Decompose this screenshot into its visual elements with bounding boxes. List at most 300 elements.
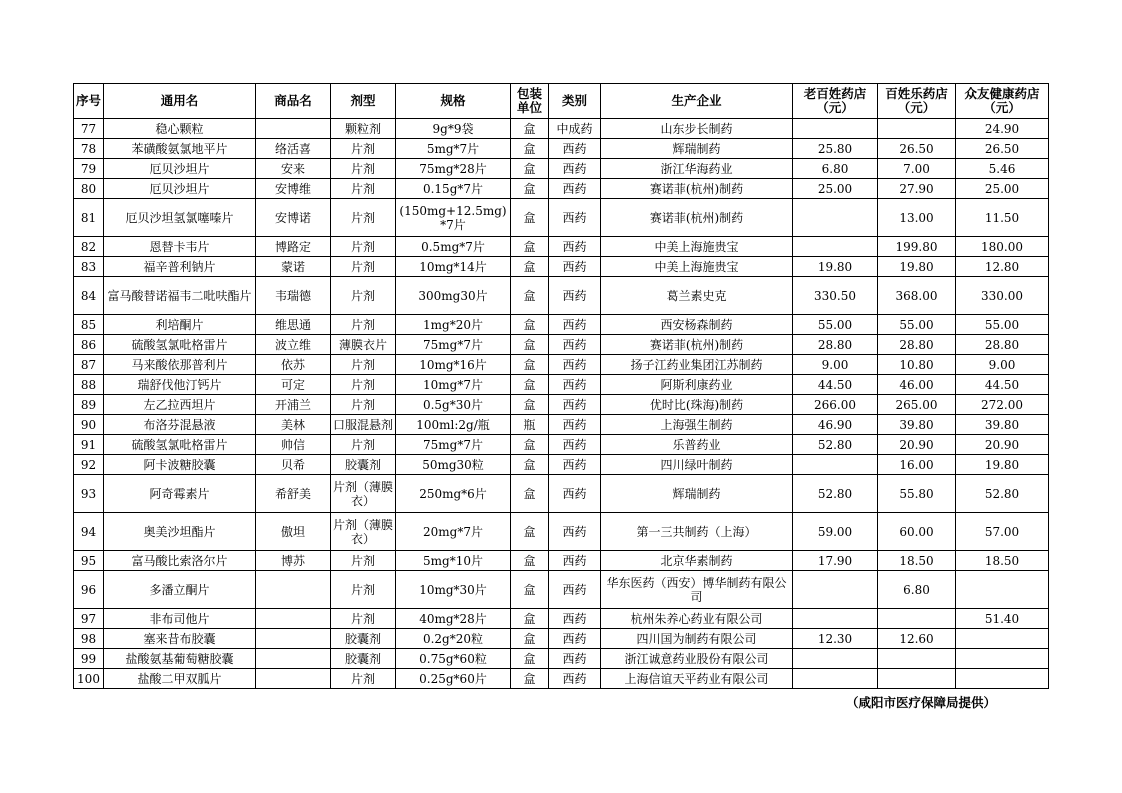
cell-no: 91 xyxy=(74,435,104,455)
cell-trade-name xyxy=(256,629,331,649)
cell-trade-name: 开浦兰 xyxy=(256,395,331,415)
cell-store-c-price: 26.50 xyxy=(956,139,1049,159)
cell-store-c-price: 19.80 xyxy=(956,455,1049,475)
table-row xyxy=(74,475,1049,513)
cell-no: 97 xyxy=(74,609,104,629)
cell-store-c-price xyxy=(956,649,1049,669)
cell-store-c-price xyxy=(956,571,1049,609)
cell-spec: 10mg*14片 xyxy=(396,257,511,277)
cell-spec: 20mg*7片 xyxy=(396,513,511,551)
cell-store-c-price: 55.00 xyxy=(956,315,1049,335)
cell-manufacturer: 阿斯利康药业 xyxy=(601,375,793,395)
cell-store-c-price: 24.90 xyxy=(956,119,1049,139)
cell-spec: 75mg*7片 xyxy=(396,435,511,455)
cell-no: 99 xyxy=(74,649,104,669)
cell-spec: 75mg*7片 xyxy=(396,335,511,355)
cell-category: 西药 xyxy=(549,513,601,551)
cell-store-b-price xyxy=(878,669,956,689)
cell-store-a-price xyxy=(793,649,878,669)
cell-generic-name: 稳心颗粒 xyxy=(104,119,256,139)
cell-generic-name: 恩替卡韦片 xyxy=(104,237,256,257)
cell-trade-name: 帅信 xyxy=(256,435,331,455)
cell-spec: 0.15g*7片 xyxy=(396,179,511,199)
cell-dosage-form: 口服混悬剂 xyxy=(331,415,396,435)
cell-no: 98 xyxy=(74,629,104,649)
cell-store-b-price: 39.80 xyxy=(878,415,956,435)
table-row xyxy=(74,375,1049,395)
header-dosage-form: 剂型 xyxy=(331,84,396,119)
cell-dosage-form: 片剂 xyxy=(331,551,396,571)
cell-trade-name: 博路定 xyxy=(256,237,331,257)
cell-store-c-price: 12.80 xyxy=(956,257,1049,277)
cell-store-c-price xyxy=(956,629,1049,649)
cell-generic-name: 盐酸氨基葡萄糖胶囊 xyxy=(104,649,256,669)
cell-generic-name: 福辛普利钠片 xyxy=(104,257,256,277)
cell-manufacturer: 上海信谊天平药业有限公司 xyxy=(601,669,793,689)
cell-trade-name: 维思通 xyxy=(256,315,331,335)
cell-dosage-form: 片剂 xyxy=(331,199,396,237)
cell-dosage-form: 薄膜衣片 xyxy=(331,335,396,355)
table-row xyxy=(74,277,1049,315)
cell-spec: 50mg30粒 xyxy=(396,455,511,475)
cell-dosage-form: 片剂 xyxy=(331,315,396,335)
cell-category: 西药 xyxy=(549,335,601,355)
cell-trade-name: 安来 xyxy=(256,159,331,179)
cell-manufacturer: 华东医药（西安）博华制药有限公司 xyxy=(601,571,793,609)
cell-manufacturer: 浙江华海药业 xyxy=(601,159,793,179)
cell-manufacturer: 杭州朱养心药业有限公司 xyxy=(601,609,793,629)
cell-category: 西药 xyxy=(549,237,601,257)
cell-dosage-form: 胶囊剂 xyxy=(331,629,396,649)
cell-trade-name: 傲坦 xyxy=(256,513,331,551)
cell-trade-name: 韦瑞德 xyxy=(256,277,331,315)
cell-store-b-price: 368.00 xyxy=(878,277,956,315)
cell-store-b-price: 26.50 xyxy=(878,139,956,159)
cell-no: 78 xyxy=(74,139,104,159)
cell-unit: 盒 xyxy=(511,629,549,649)
cell-dosage-form: 片剂 xyxy=(331,395,396,415)
cell-generic-name: 富马酸替诺福韦二吡呋酯片 xyxy=(104,277,256,315)
cell-trade-name: 络活喜 xyxy=(256,139,331,159)
cell-store-c-price: 180.00 xyxy=(956,237,1049,257)
cell-manufacturer: 北京华素制药 xyxy=(601,551,793,571)
cell-manufacturer: 辉瑞制药 xyxy=(601,139,793,159)
cell-spec: 0.5mg*7片 xyxy=(396,237,511,257)
cell-unit: 盒 xyxy=(511,435,549,455)
cell-generic-name: 利培酮片 xyxy=(104,315,256,335)
cell-store-b-price xyxy=(878,649,956,669)
cell-no: 87 xyxy=(74,355,104,375)
header-store-a-price: 老百姓药店（元） xyxy=(793,84,878,119)
cell-no: 89 xyxy=(74,395,104,415)
cell-category: 西药 xyxy=(549,669,601,689)
cell-store-a-price: 6.80 xyxy=(793,159,878,179)
cell-spec: 250mg*6片 xyxy=(396,475,511,513)
cell-dosage-form: 胶囊剂 xyxy=(331,649,396,669)
cell-store-a-price: 52.80 xyxy=(793,435,878,455)
table-row xyxy=(74,455,1049,475)
table-row xyxy=(74,395,1049,415)
header-spec: 规格 xyxy=(396,84,511,119)
cell-unit: 盒 xyxy=(511,315,549,335)
cell-store-a-price: 59.00 xyxy=(793,513,878,551)
cell-store-b-price: 16.00 xyxy=(878,455,956,475)
cell-category: 西药 xyxy=(549,395,601,415)
cell-category: 西药 xyxy=(549,455,601,475)
cell-store-b-price xyxy=(878,609,956,629)
cell-spec: 100ml:2g/瓶 xyxy=(396,415,511,435)
table-row xyxy=(74,669,1049,689)
cell-dosage-form: 胶囊剂 xyxy=(331,455,396,475)
cell-category: 西药 xyxy=(549,609,601,629)
cell-store-a-price: 25.80 xyxy=(793,139,878,159)
cell-generic-name: 非布司他片 xyxy=(104,609,256,629)
cell-store-a-price: 266.00 xyxy=(793,395,878,415)
cell-generic-name: 瑞舒伐他汀钙片 xyxy=(104,375,256,395)
cell-store-a-price: 12.30 xyxy=(793,629,878,649)
cell-no: 83 xyxy=(74,257,104,277)
cell-dosage-form: 片剂 xyxy=(331,179,396,199)
cell-store-a-price: 19.80 xyxy=(793,257,878,277)
cell-dosage-form: 片剂 xyxy=(331,571,396,609)
cell-trade-name xyxy=(256,649,331,669)
cell-no: 82 xyxy=(74,237,104,257)
cell-dosage-form: 片剂 xyxy=(331,277,396,315)
cell-category: 西药 xyxy=(549,257,601,277)
cell-store-a-price: 55.00 xyxy=(793,315,878,335)
cell-spec: 9g*9袋 xyxy=(396,119,511,139)
cell-manufacturer: 赛诺菲(杭州)制药 xyxy=(601,199,793,237)
cell-generic-name: 阿卡波糖胶囊 xyxy=(104,455,256,475)
cell-store-b-price: 12.60 xyxy=(878,629,956,649)
cell-spec: 1mg*20片 xyxy=(396,315,511,335)
cell-store-c-price: 57.00 xyxy=(956,513,1049,551)
cell-dosage-form: 片剂（薄膜衣） xyxy=(331,513,396,551)
cell-store-c-price: 25.00 xyxy=(956,179,1049,199)
cell-store-b-price: 28.80 xyxy=(878,335,956,355)
table-row xyxy=(74,335,1049,355)
table-row xyxy=(74,179,1049,199)
cell-store-a-price: 25.00 xyxy=(793,179,878,199)
cell-unit: 盒 xyxy=(511,455,549,475)
table-row xyxy=(74,139,1049,159)
cell-store-b-price: 265.00 xyxy=(878,395,956,415)
cell-no: 86 xyxy=(74,335,104,355)
table-row xyxy=(74,257,1049,277)
cell-trade-name xyxy=(256,669,331,689)
cell-trade-name: 可定 xyxy=(256,375,331,395)
cell-category: 西药 xyxy=(549,551,601,571)
cell-unit: 盒 xyxy=(511,237,549,257)
cell-category: 西药 xyxy=(549,375,601,395)
table-row xyxy=(74,237,1049,257)
header-generic-name: 通用名 xyxy=(104,84,256,119)
cell-dosage-form: 颗粒剂 xyxy=(331,119,396,139)
table-row xyxy=(74,551,1049,571)
cell-unit: 盒 xyxy=(511,609,549,629)
cell-store-c-price: 9.00 xyxy=(956,355,1049,375)
table-row xyxy=(74,609,1049,629)
cell-no: 100 xyxy=(74,669,104,689)
cell-manufacturer: 四川国为制药有限公司 xyxy=(601,629,793,649)
cell-store-c-price: 51.40 xyxy=(956,609,1049,629)
cell-category: 西药 xyxy=(549,139,601,159)
cell-manufacturer: 辉瑞制药 xyxy=(601,475,793,513)
header-store-b-price: 百姓乐药店（元） xyxy=(878,84,956,119)
cell-spec: 40mg*28片 xyxy=(396,609,511,629)
table-row xyxy=(74,119,1049,139)
cell-dosage-form: 片剂 xyxy=(331,237,396,257)
cell-store-a-price: 330.50 xyxy=(793,277,878,315)
header-category: 类别 xyxy=(549,84,601,119)
cell-manufacturer: 扬子江药业集团江苏制药 xyxy=(601,355,793,375)
cell-spec: 10mg*30片 xyxy=(396,571,511,609)
cell-category: 西药 xyxy=(549,159,601,179)
cell-category: 西药 xyxy=(549,435,601,455)
table-row xyxy=(74,435,1049,455)
cell-generic-name: 奥美沙坦酯片 xyxy=(104,513,256,551)
cell-trade-name xyxy=(256,609,331,629)
cell-spec: 5mg*10片 xyxy=(396,551,511,571)
table-row xyxy=(74,649,1049,669)
cell-store-c-price: 330.00 xyxy=(956,277,1049,315)
cell-no: 80 xyxy=(74,179,104,199)
cell-store-a-price: 44.50 xyxy=(793,375,878,395)
cell-unit: 盒 xyxy=(511,513,549,551)
cell-trade-name: 安博维 xyxy=(256,179,331,199)
table-row xyxy=(74,415,1049,435)
cell-manufacturer: 赛诺菲(杭州)制药 xyxy=(601,179,793,199)
cell-category: 西药 xyxy=(549,199,601,237)
cell-no: 79 xyxy=(74,159,104,179)
table-row xyxy=(74,199,1049,237)
cell-generic-name: 阿奇霉素片 xyxy=(104,475,256,513)
cell-unit: 盒 xyxy=(511,277,549,315)
cell-unit: 盒 xyxy=(511,119,549,139)
cell-store-a-price xyxy=(793,119,878,139)
cell-trade-name xyxy=(256,571,331,609)
cell-no: 96 xyxy=(74,571,104,609)
cell-unit: 盒 xyxy=(511,475,549,513)
cell-generic-name: 马来酸依那普利片 xyxy=(104,355,256,375)
cell-unit: 盒 xyxy=(511,571,549,609)
drug-price-table xyxy=(73,83,1049,689)
cell-no: 77 xyxy=(74,119,104,139)
cell-store-c-price: 5.46 xyxy=(956,159,1049,179)
cell-category: 西药 xyxy=(549,629,601,649)
cell-trade-name: 博苏 xyxy=(256,551,331,571)
cell-no: 93 xyxy=(74,475,104,513)
cell-trade-name: 贝希 xyxy=(256,455,331,475)
cell-no: 81 xyxy=(74,199,104,237)
cell-store-b-price: 18.50 xyxy=(878,551,956,571)
cell-store-a-price xyxy=(793,571,878,609)
cell-unit: 盒 xyxy=(511,395,549,415)
cell-dosage-form: 片剂（薄膜衣） xyxy=(331,475,396,513)
table-row xyxy=(74,571,1049,609)
cell-store-b-price: 27.90 xyxy=(878,179,956,199)
cell-spec: 10mg*7片 xyxy=(396,375,511,395)
cell-unit: 盒 xyxy=(511,159,549,179)
cell-unit: 盒 xyxy=(511,375,549,395)
header-no: 序号 xyxy=(74,84,104,119)
cell-dosage-form: 片剂 xyxy=(331,669,396,689)
cell-generic-name: 厄贝沙坦片 xyxy=(104,159,256,179)
cell-unit: 瓶 xyxy=(511,415,549,435)
cell-store-a-price: 9.00 xyxy=(793,355,878,375)
cell-no: 85 xyxy=(74,315,104,335)
cell-manufacturer: 乐普药业 xyxy=(601,435,793,455)
cell-store-a-price xyxy=(793,669,878,689)
cell-unit: 盒 xyxy=(511,139,549,159)
cell-no: 92 xyxy=(74,455,104,475)
header-manufacturer: 生产企业 xyxy=(601,84,793,119)
cell-store-c-price: 11.50 xyxy=(956,199,1049,237)
cell-unit: 盒 xyxy=(511,551,549,571)
cell-generic-name: 厄贝沙坦片 xyxy=(104,179,256,199)
cell-category: 西药 xyxy=(549,277,601,315)
cell-generic-name: 硫酸氢氯吡格雷片 xyxy=(104,335,256,355)
cell-generic-name: 布洛芬混悬液 xyxy=(104,415,256,435)
cell-unit: 盒 xyxy=(511,257,549,277)
cell-unit: 盒 xyxy=(511,355,549,375)
cell-category: 西药 xyxy=(549,475,601,513)
cell-dosage-form: 片剂 xyxy=(331,139,396,159)
cell-dosage-form: 片剂 xyxy=(331,435,396,455)
cell-store-a-price: 17.90 xyxy=(793,551,878,571)
cell-store-b-price: 6.80 xyxy=(878,571,956,609)
cell-store-a-price: 52.80 xyxy=(793,475,878,513)
cell-manufacturer: 浙江诚意药业股份有限公司 xyxy=(601,649,793,669)
cell-store-a-price xyxy=(793,237,878,257)
cell-store-c-price: 272.00 xyxy=(956,395,1049,415)
table-row xyxy=(74,355,1049,375)
cell-generic-name: 塞来昔布胶囊 xyxy=(104,629,256,649)
cell-spec: 0.25g*60片 xyxy=(396,669,511,689)
cell-unit: 盒 xyxy=(511,335,549,355)
table-row xyxy=(74,513,1049,551)
cell-manufacturer: 第一三共制药（上海） xyxy=(601,513,793,551)
cell-manufacturer: 优时比(珠海)制药 xyxy=(601,395,793,415)
cell-generic-name: 苯磺酸氨氯地平片 xyxy=(104,139,256,159)
cell-store-c-price: 18.50 xyxy=(956,551,1049,571)
cell-trade-name: 希舒美 xyxy=(256,475,331,513)
cell-store-a-price: 28.80 xyxy=(793,335,878,355)
cell-no: 94 xyxy=(74,513,104,551)
cell-unit: 盒 xyxy=(511,179,549,199)
table-row xyxy=(74,315,1049,335)
cell-spec: 10mg*16片 xyxy=(396,355,511,375)
cell-generic-name: 厄贝沙坦氢氯噻嗪片 xyxy=(104,199,256,237)
cell-dosage-form: 片剂 xyxy=(331,375,396,395)
cell-unit: 盒 xyxy=(511,649,549,669)
cell-spec: 300mg30片 xyxy=(396,277,511,315)
cell-manufacturer: 上海强生制药 xyxy=(601,415,793,435)
cell-generic-name: 富马酸比索洛尔片 xyxy=(104,551,256,571)
cell-category: 西药 xyxy=(549,179,601,199)
cell-generic-name: 左乙拉西坦片 xyxy=(104,395,256,415)
cell-manufacturer: 四川绿叶制药 xyxy=(601,455,793,475)
cell-manufacturer: 中美上海施贵宝 xyxy=(601,237,793,257)
cell-category: 中成药 xyxy=(549,119,601,139)
cell-store-c-price: 44.50 xyxy=(956,375,1049,395)
cell-spec: 75mg*28片 xyxy=(396,159,511,179)
cell-trade-name: 美林 xyxy=(256,415,331,435)
cell-category: 西药 xyxy=(549,649,601,669)
cell-store-b-price: 19.80 xyxy=(878,257,956,277)
cell-trade-name: 依苏 xyxy=(256,355,331,375)
header-row xyxy=(74,84,1049,119)
cell-store-a-price xyxy=(793,609,878,629)
cell-manufacturer: 赛诺菲(杭州)制药 xyxy=(601,335,793,355)
cell-store-b-price: 13.00 xyxy=(878,199,956,237)
cell-dosage-form: 片剂 xyxy=(331,159,396,179)
header-store-c-price: 众友健康药店（元） xyxy=(956,84,1049,119)
header-trade-name: 商品名 xyxy=(256,84,331,119)
cell-no: 90 xyxy=(74,415,104,435)
cell-store-b-price: 20.90 xyxy=(878,435,956,455)
source-note: （咸阳市医疗保障局提供） xyxy=(846,695,997,710)
cell-manufacturer: 山东步长制药 xyxy=(601,119,793,139)
cell-store-b-price: 55.80 xyxy=(878,475,956,513)
cell-trade-name: 安博诺 xyxy=(256,199,331,237)
cell-generic-name: 多潘立酮片 xyxy=(104,571,256,609)
cell-store-a-price xyxy=(793,455,878,475)
table-body xyxy=(74,119,1049,689)
cell-spec: (150mg+12.5mg)*7片 xyxy=(396,199,511,237)
cell-trade-name: 波立维 xyxy=(256,335,331,355)
cell-category: 西药 xyxy=(549,355,601,375)
cell-category: 西药 xyxy=(549,315,601,335)
cell-generic-name: 盐酸二甲双胍片 xyxy=(104,669,256,689)
cell-manufacturer: 葛兰素史克 xyxy=(601,277,793,315)
cell-spec: 5mg*7片 xyxy=(396,139,511,159)
cell-spec: 0.2g*20粒 xyxy=(396,629,511,649)
cell-no: 84 xyxy=(74,277,104,315)
cell-store-b-price: 55.00 xyxy=(878,315,956,335)
cell-category: 西药 xyxy=(549,571,601,609)
cell-no: 88 xyxy=(74,375,104,395)
cell-store-b-price: 199.80 xyxy=(878,237,956,257)
table-row xyxy=(74,159,1049,179)
cell-store-b-price: 46.00 xyxy=(878,375,956,395)
cell-spec: 0.75g*60粒 xyxy=(396,649,511,669)
header-unit: 包装单位 xyxy=(511,84,549,119)
cell-manufacturer: 中美上海施贵宝 xyxy=(601,257,793,277)
cell-dosage-form: 片剂 xyxy=(331,355,396,375)
cell-store-b-price: 7.00 xyxy=(878,159,956,179)
cell-store-c-price: 52.80 xyxy=(956,475,1049,513)
cell-unit: 盒 xyxy=(511,669,549,689)
cell-generic-name: 硫酸氢氯吡格雷片 xyxy=(104,435,256,455)
cell-store-c-price: 28.80 xyxy=(956,335,1049,355)
cell-dosage-form: 片剂 xyxy=(331,257,396,277)
cell-store-a-price: 46.90 xyxy=(793,415,878,435)
cell-trade-name: 蒙诺 xyxy=(256,257,331,277)
cell-store-c-price: 20.90 xyxy=(956,435,1049,455)
cell-store-a-price xyxy=(793,199,878,237)
cell-store-b-price xyxy=(878,119,956,139)
cell-no: 95 xyxy=(74,551,104,571)
cell-trade-name xyxy=(256,119,331,139)
cell-spec: 0.5g*30片 xyxy=(396,395,511,415)
cell-store-b-price: 10.80 xyxy=(878,355,956,375)
cell-manufacturer: 西安杨森制药 xyxy=(601,315,793,335)
table-header xyxy=(74,84,1049,119)
cell-store-c-price: 39.80 xyxy=(956,415,1049,435)
cell-dosage-form: 片剂 xyxy=(331,609,396,629)
cell-category: 西药 xyxy=(549,415,601,435)
